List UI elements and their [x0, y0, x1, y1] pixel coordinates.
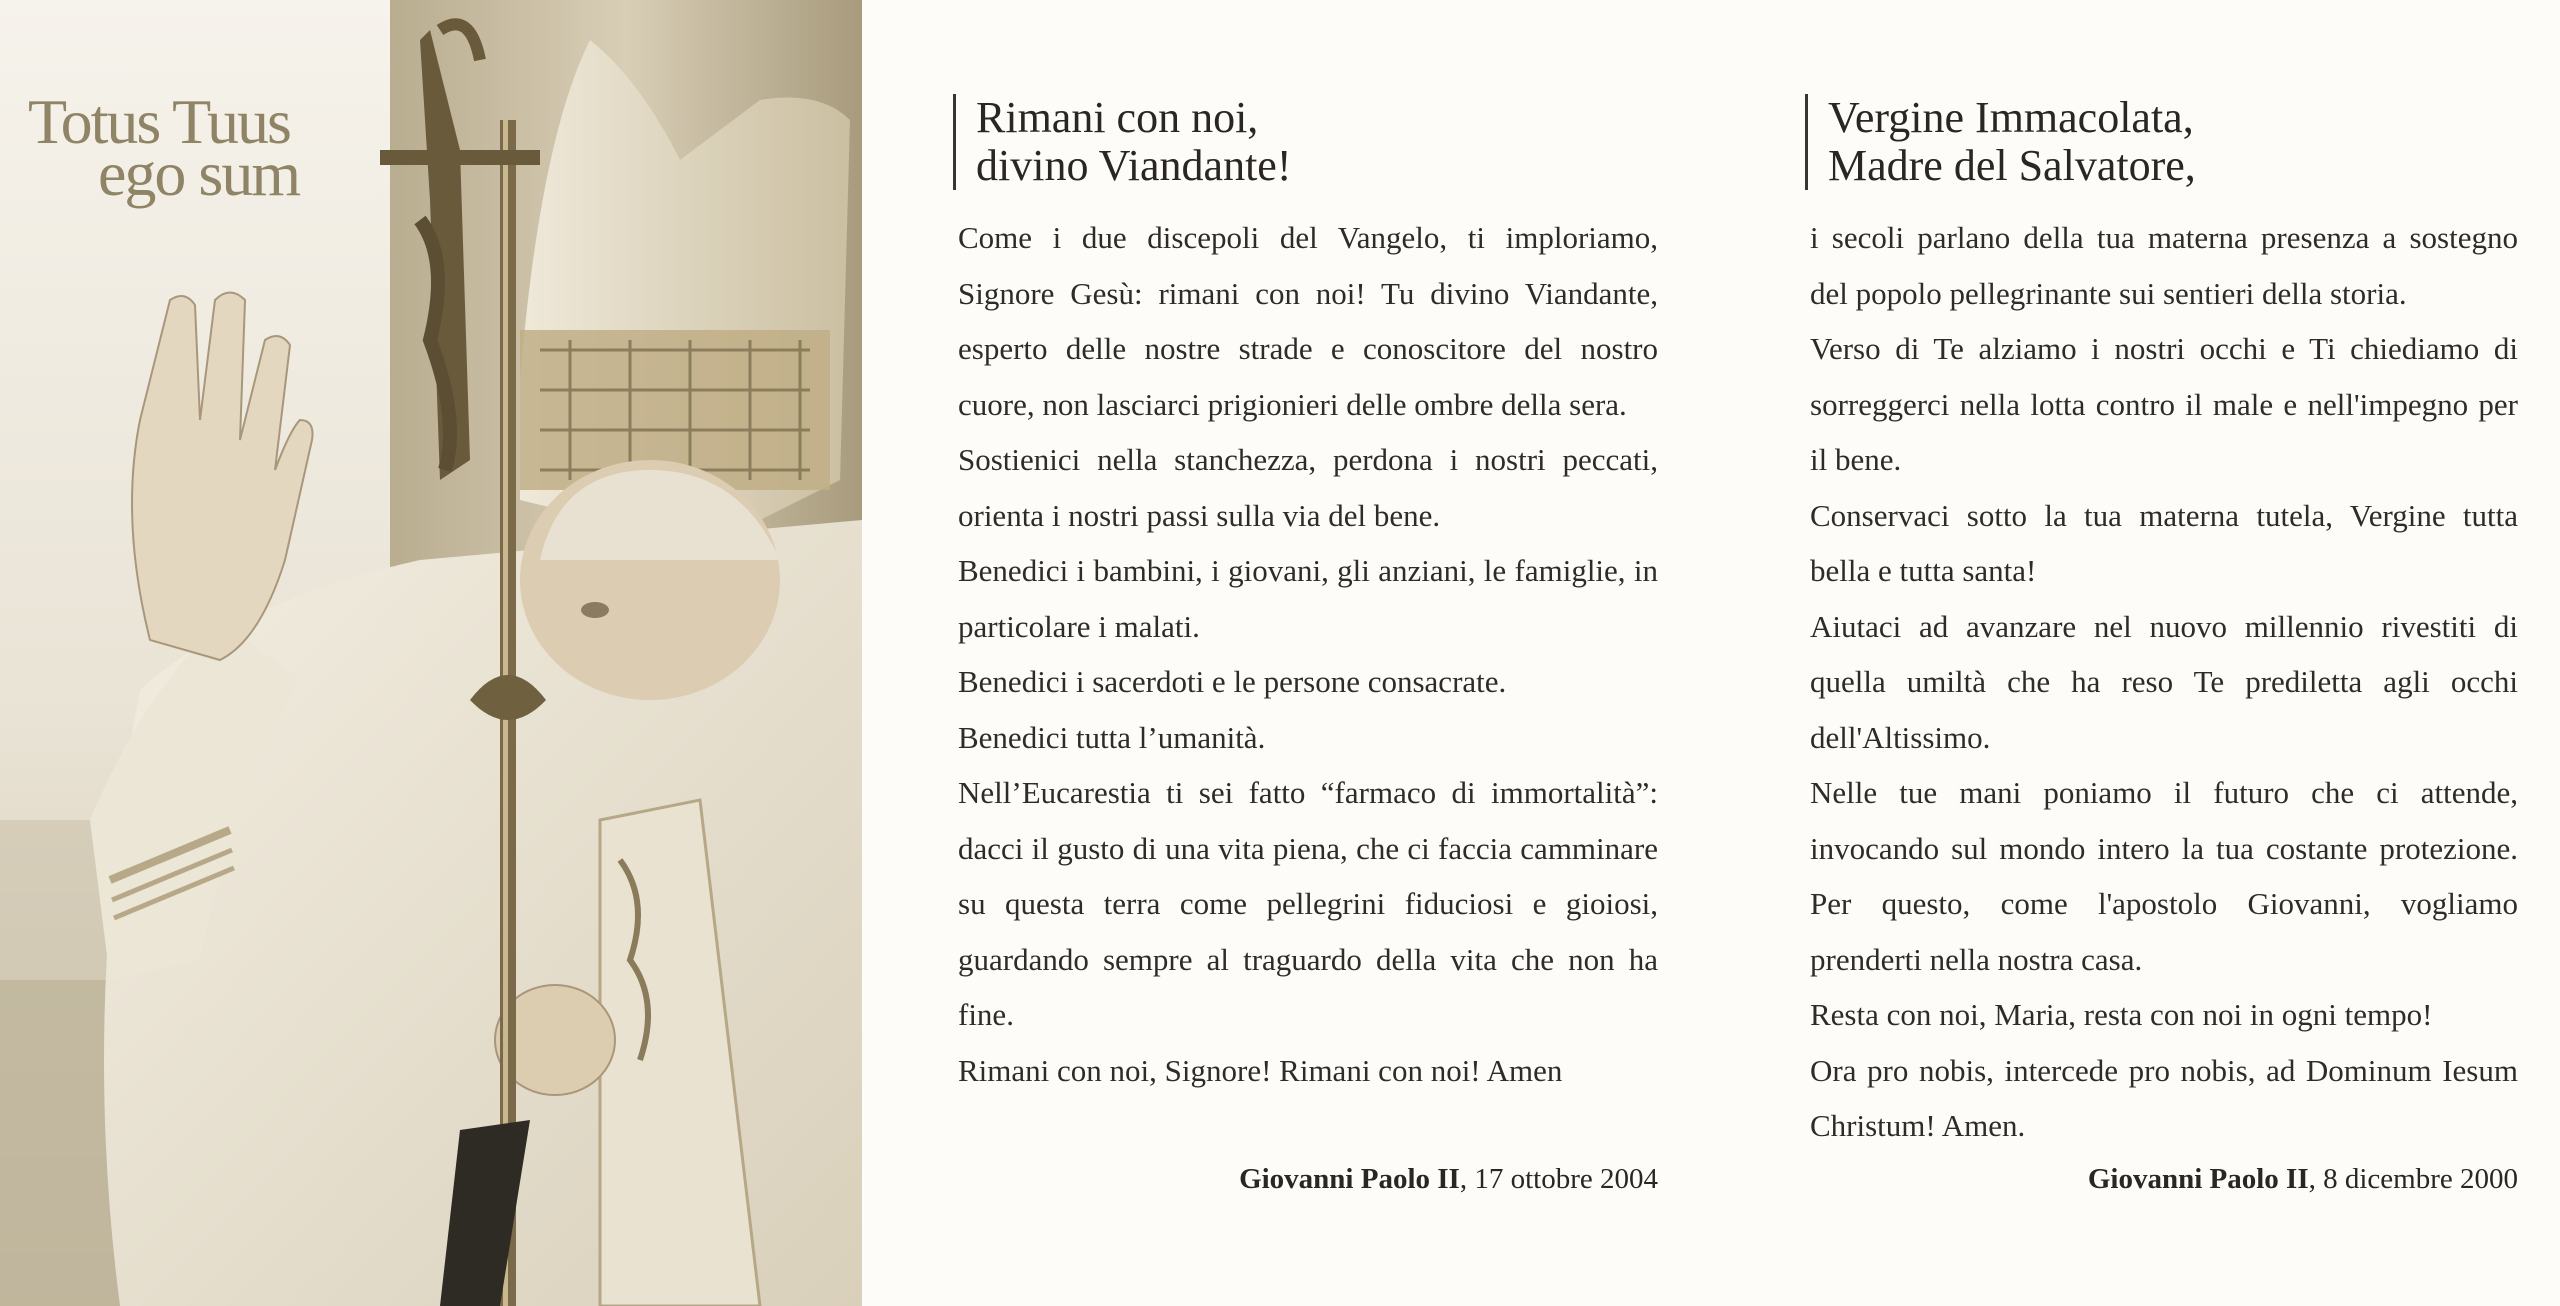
prayer-title-line-1: Vergine Immacolata, — [1828, 93, 2194, 142]
prayer-title — [953, 94, 1658, 190]
prayer-paragraph: Aiutaci ad avanzare nel nuovo millennio rivestiti di quella umiltà che ha reso Te prediletta agli occhi dell'Altissimo. — [1810, 608, 2518, 755]
prayer-rimani-con-noi — [958, 94, 1658, 1098]
prayer-title-line-2: Madre del Salvatore, — [1828, 141, 2196, 190]
prayer-signature — [1910, 1163, 2518, 1196]
signature-name: Giovanni Paolo II — [2087, 1163, 2309, 1195]
prayer-paragraph: i secoli parlano della tua materna presenza a sostegno del popolo pellegrinante sui sentieri della storia. — [1810, 220, 2518, 311]
prayer-paragraph: Rimani con noi, Signore! Rimani con noi! Amen — [958, 1052, 1563, 1088]
prayer-paragraph: Benedici tutta l’umanità. — [958, 719, 1266, 755]
prayer-paragraph: Conservaci sotto la tua materna tutela, Vergine tutta bella e tutta santa! — [1810, 497, 2518, 588]
motto — [28, 86, 300, 209]
prayer-title — [1805, 94, 2518, 190]
prayer-paragraph: Benedici i sacerdoti e le persone consacrate. — [958, 664, 1507, 699]
prayer-vergine-immacolata — [1810, 94, 2518, 1154]
prayer-paragraph: Sostienici nella stanchezza, perdona i nostri peccati, orienta i nostri passi sulla via del bene. — [958, 442, 1658, 533]
signature-date: , 8 dicembre 2000 — [2308, 1163, 2518, 1195]
prayer-paragraph: Benedici i bambini, i giovani, gli anziani, le famiglie, in particolare i malati. — [958, 553, 1658, 644]
motto-line-2: ego sum — [98, 138, 300, 209]
photo-panel — [0, 0, 862, 1306]
prayer-paragraph: Nell’Eucarestia ti sei fatto “farmaco di immortalità”: dacci il gusto di una vita piena, che ci faccia camminare su questa terra come pellegrini fiduciosi e gioiosi, guardando sempre al traguardo della vita che non ha fine. — [958, 775, 1658, 1032]
prayer-paragraph: Come i due discepoli del Vangelo, ti imploriamo, Signore Gesù: rimani con noi! Tu divino Viandante, esperto delle nostre strade e conoscitore del nostro cuore, non lasciarci prigionieri delle ombre della sera. — [958, 220, 1658, 422]
prayer-title-line-2: divino Viandante! — [976, 141, 1292, 190]
prayer-paragraph: Verso di Te alziamo i nostri occhi e Ti chiediamo di sorreggerci nella lotta contro il male e nell'impegno per il bene. — [1810, 331, 2518, 477]
signature-date: , 17 ottobre 2004 — [1459, 1163, 1658, 1195]
prayer-signature — [1050, 1163, 1658, 1196]
prayer-paragraph: Nelle tue mani poniamo il futuro che ci attende, invocando sul mondo intero la tua costante protezione. Per questo, come l'apostolo Giovanni, vogliamo prenderti nella nostra casa. — [1810, 775, 2518, 977]
signature-name: Giovanni Paolo II — [1239, 1163, 1460, 1195]
motto-line-1: Totus Tuus — [28, 86, 290, 157]
prayer-paragraph: Ora pro nobis, intercede pro nobis, ad Dominum Iesum Christum! Amen. — [1810, 1052, 2518, 1143]
prayer-paragraph: Resta con noi, Maria, resta con noi in ogni tempo! — [1810, 997, 2433, 1032]
prayer-title-line-1: Rimani con noi, — [976, 93, 1259, 142]
